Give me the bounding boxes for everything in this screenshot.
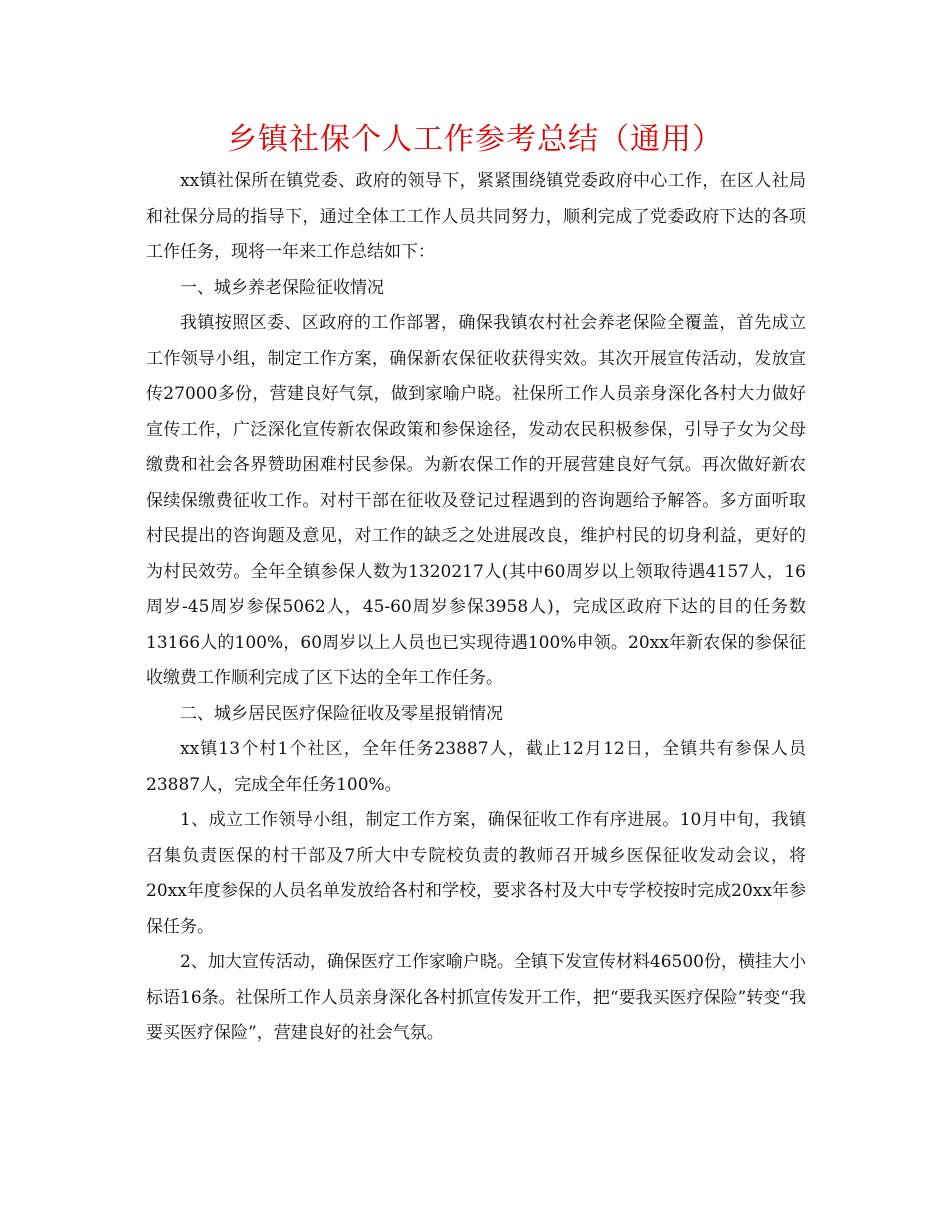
document-body (146, 164, 806, 1052)
pension-paragraph: 我镇按照区委、区政府的工作部署，确保我镇农村社会养老保险全覆盖，首先成立工作领导小组，制定工作方案，确保新农保征收获得实效。其次开展宣传活动，发放宣传27000多份，营建良好气氛，做到家喻户晓。社保所工作人员亲身深化各村大力做好宣传工作，广泛深化宣传新农保政策和参保途径，发动农民积极参保，引导子女为父母缴费和社会各界赞助困难村民参保。为新农保工作的开展营建良好气氛。再次做好新农保续保缴费征收工作。对村干部在征收及登记过程遇到的咨询题给予解答。多方面听取村民提出的咨询题及意见，对工作的缺乏之处进展改良，维护村民的切身利益，更好的为村民效劳。全年全镇参保人数为1320217人(其中60周岁以上领取待遇4157人，16周岁-45周岁参保5062人，45-60周岁参保3958人)，完成区政府下达的目的任务数13166人的100%，60周岁以上人员也已实现待遇100%申领。20xx年新农保的参保征收缴费工作顺利完成了区下达的全年工作任务。 (146, 313, 806, 688)
document-title: 乡镇社保个人工作参考总结（通用） (227, 122, 723, 157)
section-heading-medical: 二、城乡居民医疗保险征收及零星报销情况 (180, 703, 503, 724)
section-heading-pension: 一、城乡养老保险征收情况 (180, 277, 384, 298)
intro-paragraph: xx镇社保所在镇党委、政府的领导下，紧紧围绕镇党委政府中心工作，在区人社局和社保分局的指导下，通过全体工工作人员共同努力，顺利完成了党委政府下达的各项工作任务，现将一年来工作总结如下： (146, 171, 806, 262)
medical-summary-paragraph: xx镇13个村1个社区，全年任务23887人，截止12月12日，全镇共有参保人员23887人，完成全年任务100%。 (146, 739, 806, 795)
medical-item-1-paragraph: 1、成立工作领导小组，制定工作方案，确保征收工作有序进展。10月中旬，我镇召集负责医保的村干部及7所大中专院校负责的教师召开城乡医保征收发动会议，将20xx年度参保的人员名单发放给各村和学校，要求各村及大中专学校按时完成20xx年参保任务。 (146, 810, 806, 937)
medical-item-2-paragraph: 2、加大宣传活动，确保医疗工作家喻户晓。全镇下发宣传材料46500份，横挂大小标语16条。社保所工作人员亲身深化各村抓宣传发开工作，把“要我买医疗保险”转变“我要买医疗保险”，营建良好的社会气氛。 (146, 952, 806, 1043)
